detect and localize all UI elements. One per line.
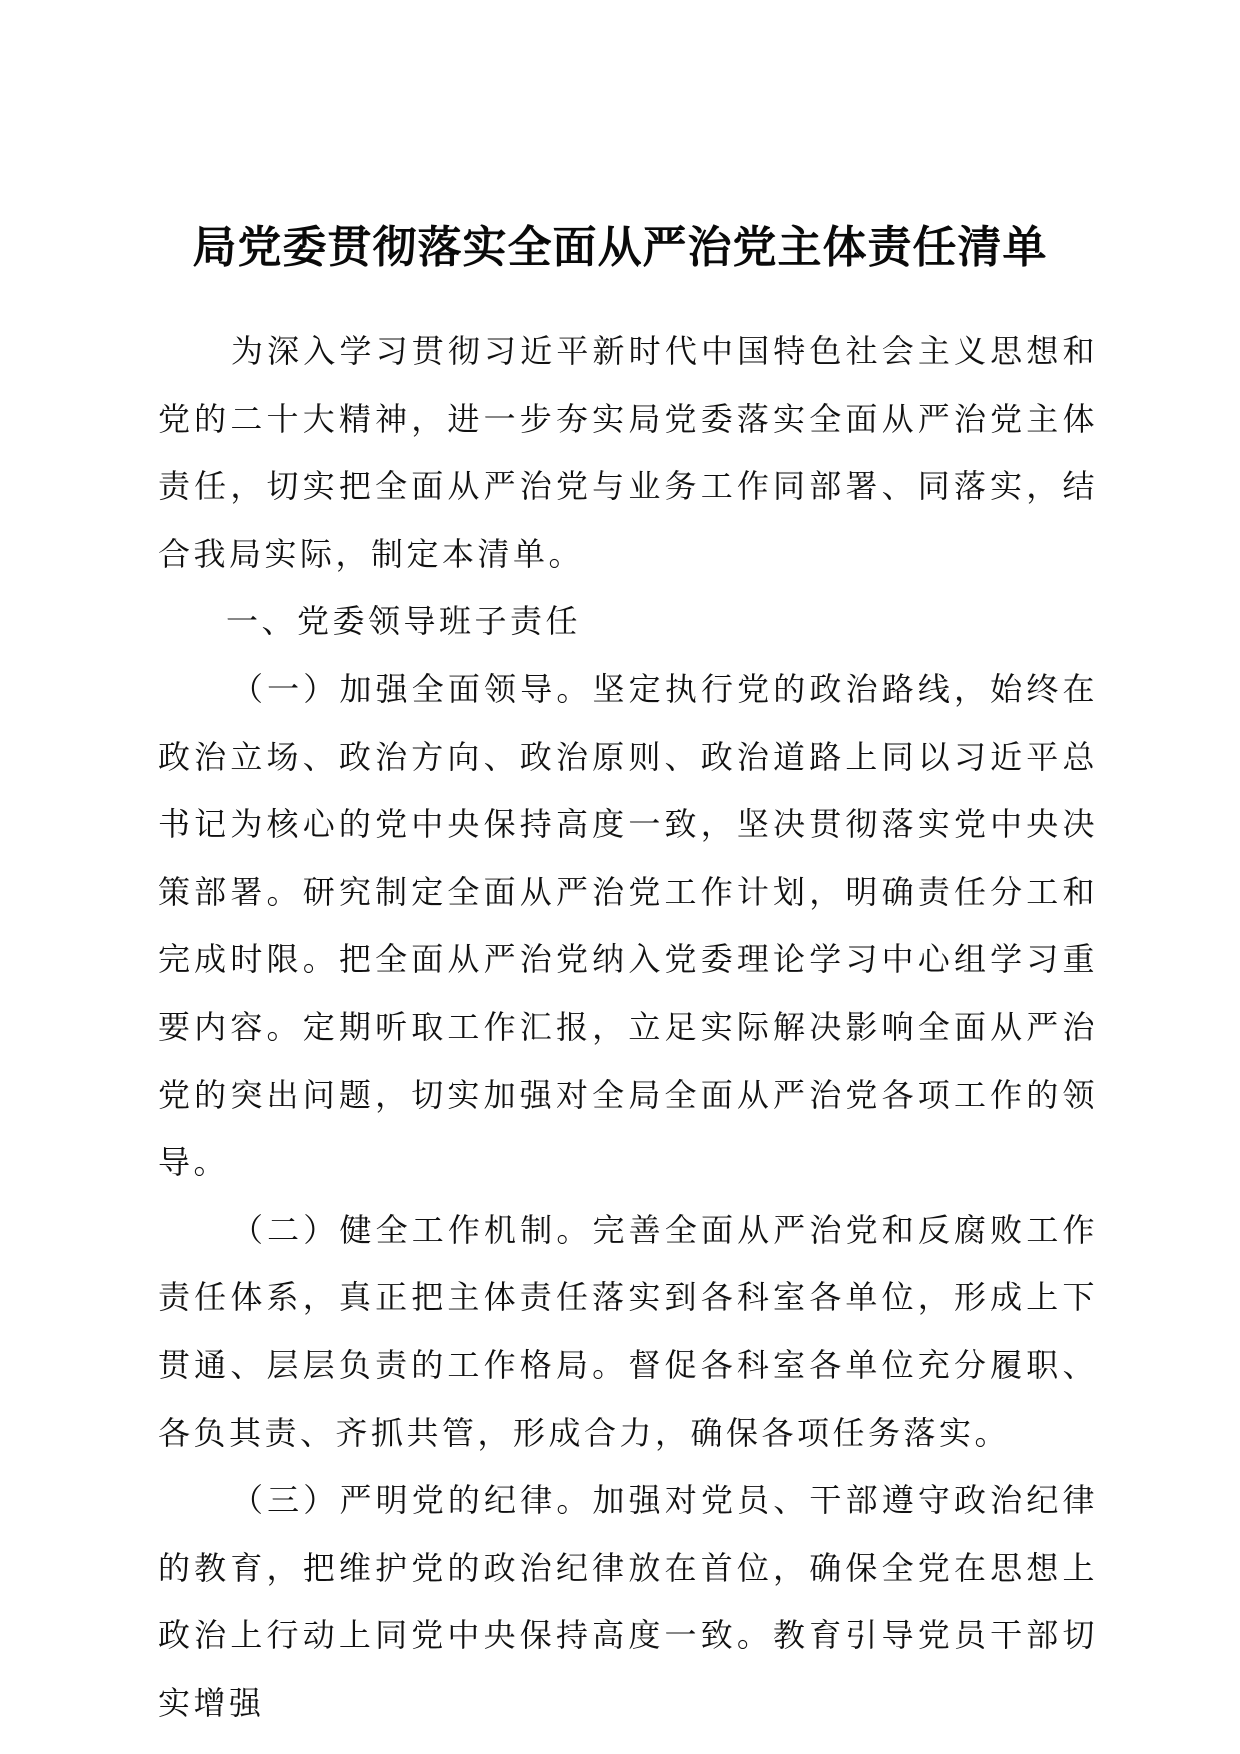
section-heading-1: 一、党委领导班子责任 xyxy=(226,602,582,641)
document-body xyxy=(158,318,1098,1737)
item-paragraph-3: （三）严明党的纪律。加强对党员、干部遵守政治纪律的教育，把维护党的政治纪律放在首位，确保全党在思想上政治上行动上同党中央保持高度一致。教育引导党员干部切实增强 xyxy=(158,1481,1098,1722)
intro-paragraph: 为深入学习贯彻习近平新时代中国特色社会主义思想和党的二十大精神，进一步夯实局党委落实全面从严治党主体责任，切实把全面从严治党与业务工作同部署、同落实，结合我局实际，制定本清单。 xyxy=(158,332,1098,573)
item-paragraph-2: （二）健全工作机制。完善全面从严治党和反腐败工作责任体系，真正把主体责任落实到各科室各单位，形成上下贯通、层层负责的工作格局。督促各科室各单位充分履职、各负其责、齐抓共管，形成合力，确保各项任务落实。 xyxy=(158,1210,1098,1452)
item-paragraph-1: （一）加强全面领导。坚定执行党的政治路线，始终在政治立场、政治方向、政治原则、政治道路上同以习近平总书记为核心的党中央保持高度一致，坚决贯彻落实党中央决策部署。研究制定全面从严治党工作计划，明确责任分工和完成时限。把全面从严治党纳入党委理论学习中心组学习重要内容。定期听取工作汇报，立足实际解决影响全面从严治党的突出问题，切实加强对全局全面从严治党各项工作的领导。 xyxy=(158,669,1098,1182)
document-title: 局党委贯彻落实全面从严治党主体责任清单 xyxy=(192,222,1048,273)
